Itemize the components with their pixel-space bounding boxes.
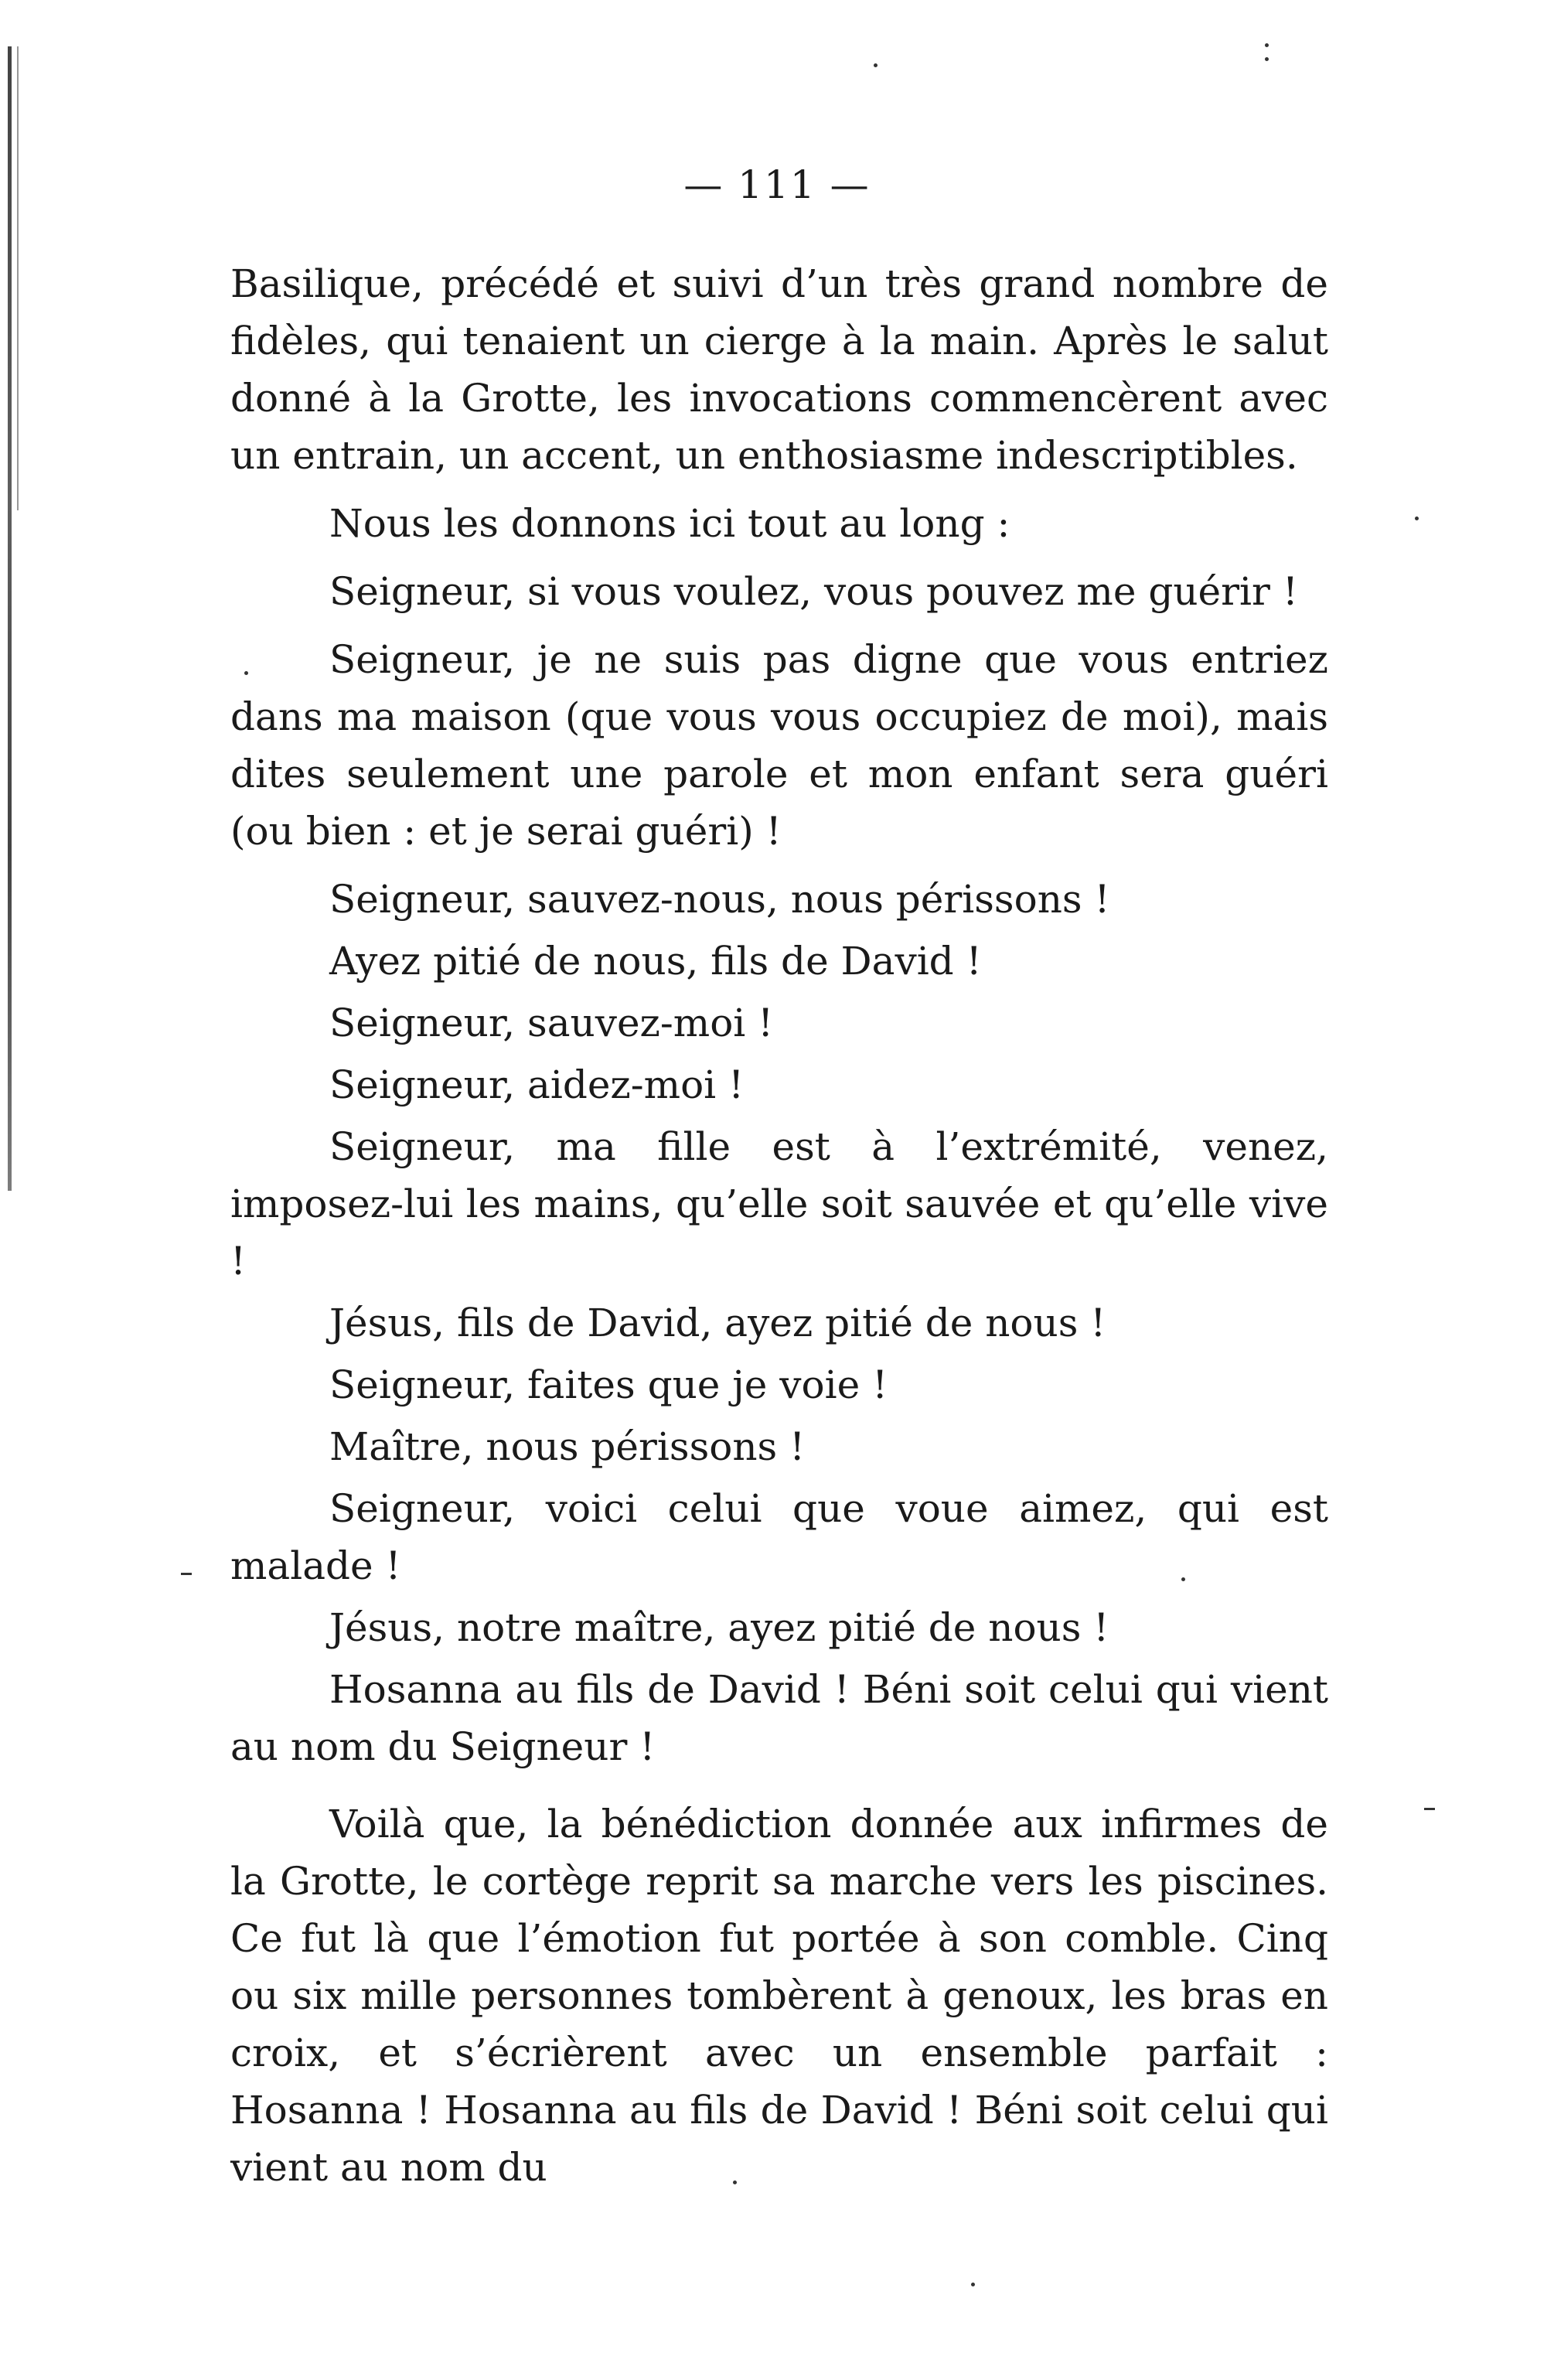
scan-speck: [1415, 517, 1419, 520]
scan-speck: [181, 1573, 192, 1575]
scan-speck: [733, 2181, 737, 2184]
scan-speck: [874, 63, 878, 67]
body-text: [230, 255, 1328, 2196]
invocation-12: Jésus, notre maître, ayez pitié de nous !: [329, 1605, 1109, 1650]
invocation-11: Seigneur, voici celui que voue aimez, qui est malade !: [230, 1486, 1328, 1588]
paragraph-procession: Voilà que, la bénédiction donnée aux infirmes de la Grotte, le cortège reprit sa marche vers les piscines. Ce fut là que l’émotion fut portée à son comble. Cinq ou six mille personnes tombèrent à genoux, les bras en croix, et s’écrièrent avec un ensemble parfait : Hosanna ! Hosanna au fils de David ! Béni soit celui qui vient au nom du: [230, 1802, 1328, 2190]
scan-binding-shadow: [17, 46, 19, 510]
invocation-13: Hosanna au fils de David ! Béni soit celui qui vient au nom du Seigneur !: [230, 1667, 1328, 1769]
scan-binding-edge: [8, 46, 12, 1191]
invocation-8: Jésus, fils de David, ayez pitié de nous !: [329, 1301, 1106, 1345]
invocation-3: Seigneur, sauvez-nous, nous périssons !: [329, 877, 1110, 922]
scan-speck: [971, 2283, 975, 2286]
scan-speck: [1181, 1577, 1185, 1581]
invocation-7: Seigneur, ma fille est à l’extrémité, venez, imposez-lui les mains, qu’elle soit sauvée et qu’elle vive !: [230, 1124, 1328, 1284]
invocation-1: Seigneur, si vous voulez, vous pouvez me guérir !: [329, 569, 1298, 614]
page-number: — 111 —: [683, 162, 871, 207]
invocation-4: Ayez pitié de nous, fils de David !: [329, 939, 982, 984]
scan-speck: [1265, 43, 1269, 47]
scan-speck: [244, 671, 248, 675]
invocation-9: Seigneur, faites que je voie !: [329, 1362, 888, 1407]
paragraph-basilique: Basilique, précédé et suivi d’un très grand nombre de fidèles, qui tenaient un cierge à la main. Après le salut donné à la Grotte, les invocations commencèrent avec un entrain, un accent, un enthosiasme indescriptibles.: [230, 261, 1328, 478]
invocation-6: Seigneur, aidez-moi !: [329, 1062, 745, 1107]
scan-speck: [1265, 57, 1269, 61]
invocation-10: Maître, nous périssons !: [329, 1424, 806, 1469]
invocation-5: Seigneur, sauvez-moi !: [329, 1001, 774, 1045]
paragraph-intro-invocations: Nous les donnons ici tout au long :: [329, 501, 1010, 546]
invocation-2: Seigneur, je ne suis pas digne que vous entriez dans ma maison (que vous vous occupiez de moi), mais dites seulement une parole et mon enfant sera guéri (ou bien : et je serai guéri) !: [230, 637, 1328, 854]
scan-speck: [1424, 1808, 1435, 1810]
